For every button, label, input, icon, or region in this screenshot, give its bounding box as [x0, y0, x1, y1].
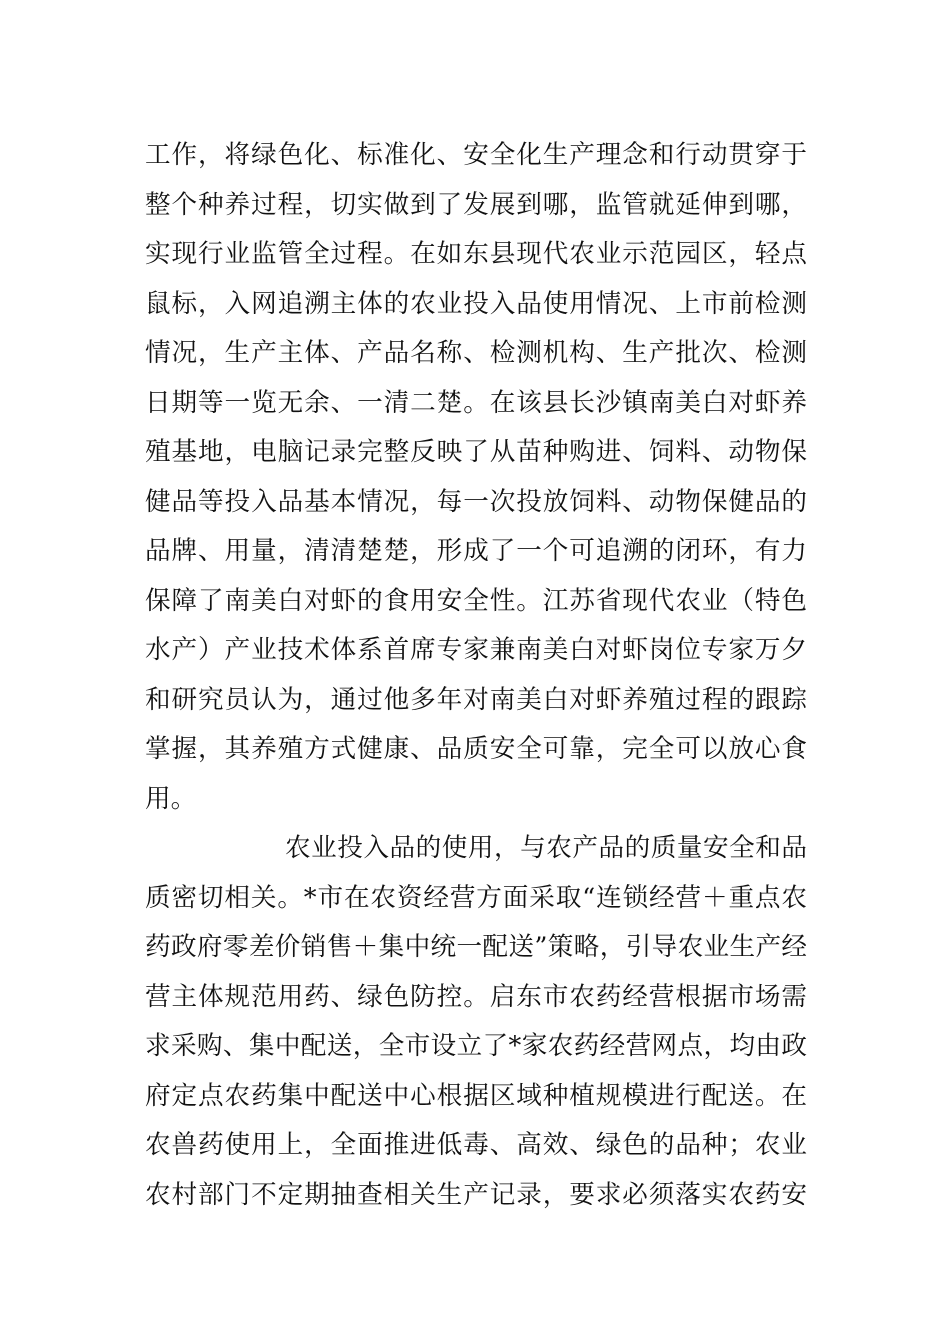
- text-line: 农村部门不定期抽查相关生产记录，要求必须落实农药安: [145, 1179, 807, 1210]
- text-line: 鼠标，入网追溯主体的农业投入品使用情况、上市前检测: [145, 288, 807, 319]
- text-line: 和研究员认为，通过他多年对南美白对虾养殖过程的跟踪: [145, 684, 807, 715]
- text-line: 质密切相关。*市在农资经营方面采取“连锁经营＋重点农: [145, 882, 807, 913]
- document-page: [145, 131, 807, 1220]
- text-line: 整个种养过程，切实做到了发展到哪，监管就延伸到哪，: [145, 189, 807, 220]
- text-line: 求采购、集中配送，全市设立了*家农药经营网点，均由政: [145, 1031, 807, 1061]
- text-line: 日期等一览无余、一清二楚。在该县长沙镇南美白对虾养: [145, 387, 807, 418]
- text-line: 农兽药使用上，全面推进低毒、高效、绿色的品种；农业: [145, 1130, 807, 1160]
- paragraph-2: [145, 824, 807, 1220]
- text-line: 健品等投入品基本情况，每一次投放饲料、动物保健品的: [145, 486, 807, 517]
- text-line: 水产）产业技术体系首席专家兼南美白对虾岗位专家万夕: [145, 635, 807, 665]
- text-line: 农业投入品的使用，与农产品的质量安全和品: [285, 833, 807, 863]
- text-line: 殖基地，电脑记录完整反映了从苗种购进、饲料、动物保: [145, 437, 807, 467]
- text-line: 府定点农药集中配送中心根据区域种植规模进行配送。在: [145, 1080, 807, 1111]
- text-line: 掌握，其养殖方式健康、品质安全可靠，完全可以放心食: [145, 734, 807, 764]
- text-line: 药政府零差价销售＋集中统一配送”策略，引导农业生产经: [145, 932, 807, 962]
- text-line: 情况，生产主体、产品名称、检测机构、生产批次、检测: [145, 338, 807, 368]
- text-line: 用。: [145, 783, 197, 814]
- text-line: 实现行业监管全过程。在如东县现代农业示范园区，轻点: [145, 239, 807, 269]
- paragraph-1: [145, 131, 807, 824]
- text-line: 营主体规范用药、绿色防控。启东市农药经营根据市场需: [145, 981, 807, 1012]
- text-line: 品牌、用量，清清楚楚，形成了一个可追溯的闭环，有力: [145, 536, 807, 566]
- text-line: 保障了南美白对虾的食用安全性。江苏省现代农业（特色: [145, 585, 807, 616]
- text-line: 工作，将绿色化、标准化、安全化生产理念和行动贯穿于: [145, 140, 807, 170]
